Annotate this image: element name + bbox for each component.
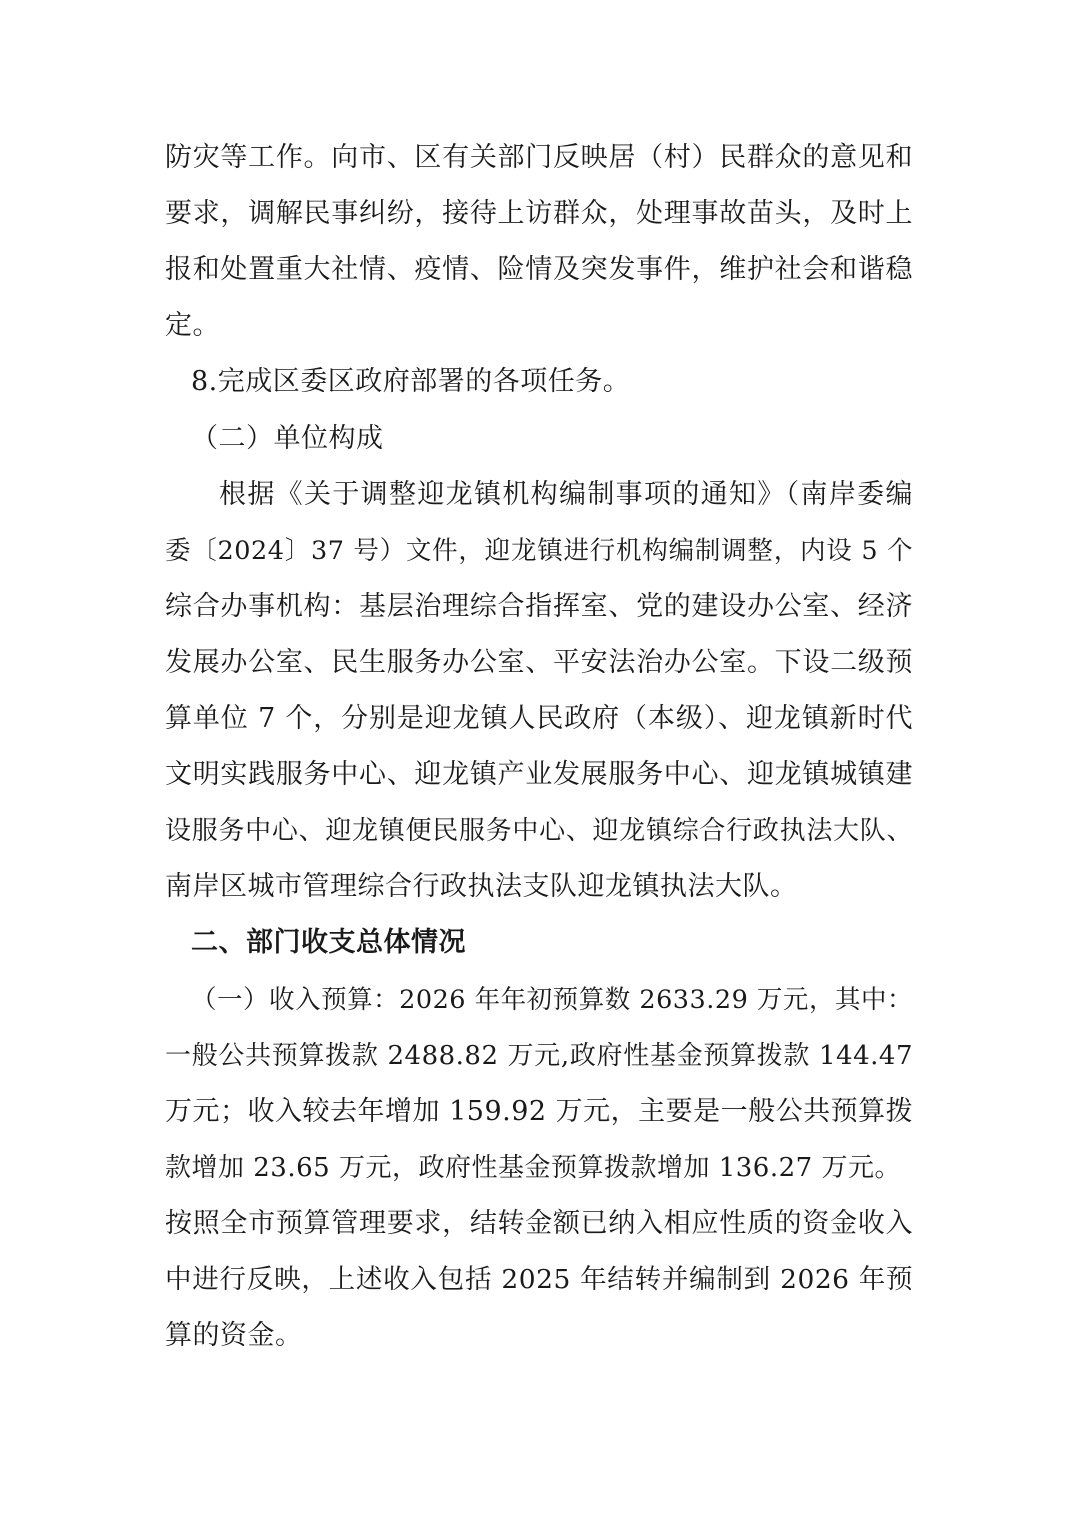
paragraph-line: 根据《关于调整迎龙镇机构编制事项的通知》（南岸委编 [219,479,913,510]
paragraph-line: 算单位 7 个，分别是迎龙镇人民政府（本级）、迎龙镇新时代 [165,703,913,734]
subsection-heading: （二）单位构成 [191,423,384,454]
paragraph-line: （一）收入预算：2026 年年初预算数 2633.29 万元，其中： [191,985,913,1015]
paragraph-line: 款增加 23.65 万元，政府性基金预算拨款增加 136.27 万元。 [165,1153,901,1183]
paragraph-line: 算的资金。 [165,1320,303,1351]
paragraph-line: 综合办事机构：基层治理综合指挥室、党的建设办公室、经济 [165,591,913,622]
paragraph-line: 要求，调解民事纠纷，接待上访群众，处理事故苗头，及时上 [165,198,913,229]
list-item-8: 8.完成区委区政府部署的各项任务。 [191,366,631,397]
paragraph-line: 防灾等工作。向市、区有关部门反映居（村）民群众的意见和 [165,142,913,173]
paragraph-line: 中进行反映，上述收入包括 2025 年结转并编制到 2026 年预 [165,1264,913,1295]
paragraph-line: 委〔2024〕37 号）文件，迎龙镇进行机构编制调整，内设 5 个 [165,536,913,566]
paragraph-line: 南岸区城市管理综合行政执法支队迎龙镇执法大队。 [165,871,798,902]
paragraph-line: 文明实践服务中心、迎龙镇产业发展服务中心、迎龙镇城镇建 [165,759,913,790]
section-heading: 二、部门收支总体情况 [191,927,466,958]
paragraph-line: 定。 [165,310,220,341]
paragraph-line: 设服务中心、迎龙镇便民服务中心、迎龙镇综合行政执法大队、 [165,816,913,846]
paragraph-line: 万元；收入较去年增加 159.92 万元，主要是一般公共预算拨 [165,1096,914,1127]
paragraph-line: 报和处置重大社情、疫情、险情及突发事件，维护社会和谐稳 [165,254,913,285]
paragraph-line: 按照全市预算管理要求，结转金额已纳入相应性质的资金收入 [165,1208,913,1239]
paragraph-line: 发展办公室、民生服务办公室、平安法治办公室。下设二级预 [165,647,913,678]
paragraph-line: 一般公共预算拨款 2488.82 万元,政府性基金预算拨款 144.47 [165,1041,913,1071]
